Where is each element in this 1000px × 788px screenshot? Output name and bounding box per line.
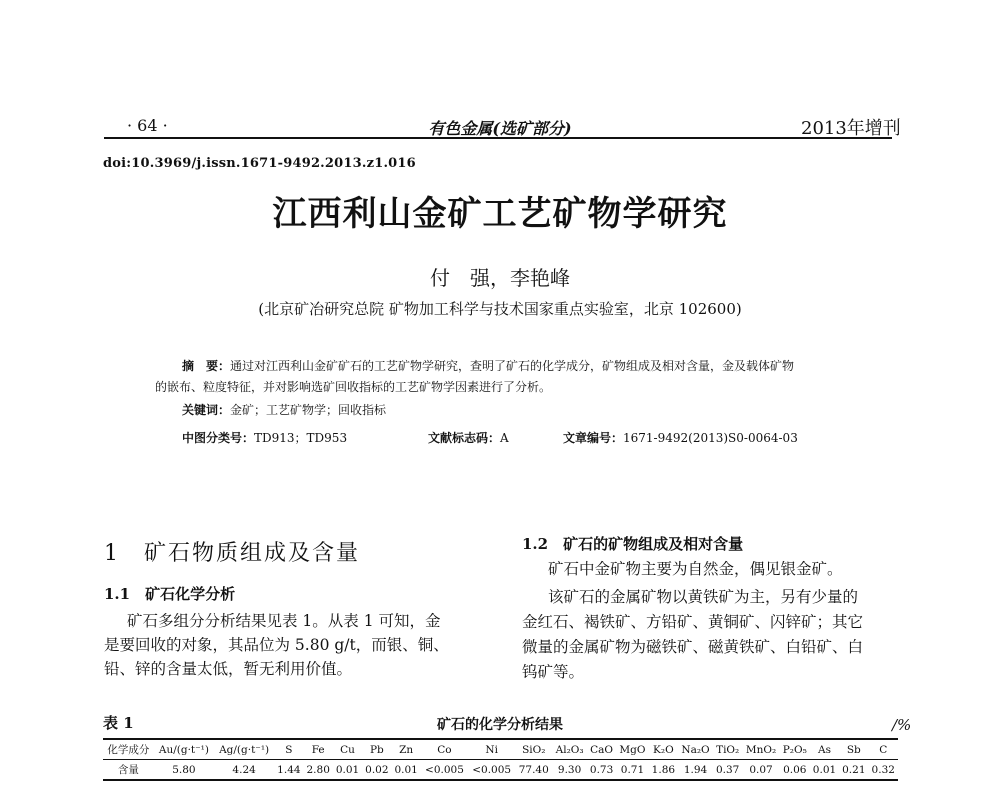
table-cell: 0.01: [810, 760, 839, 781]
paper-title: 江西利山金矿工艺矿物学研究: [272, 194, 728, 234]
section-1-1-heading: 1.1 矿石化学分析: [104, 585, 236, 603]
table-header-cell: TiO₂: [713, 739, 742, 760]
table-cell: 9.30: [552, 760, 587, 781]
table-unit: /%: [892, 716, 912, 734]
table-header-cell: Zn: [392, 739, 421, 760]
table-header-cell: Sb: [839, 739, 868, 760]
abstract-text-1: 通过对江西利山金矿矿石的工艺矿物学研究，查明了矿石的化学成分，矿物组成及相对含量，金及载体矿物: [230, 359, 795, 373]
abstract-line-1: [182, 356, 794, 376]
table-header-cell: S: [274, 739, 303, 760]
table-header-cell: SiO₂: [515, 739, 552, 760]
abstract-text-2: 的嵌布、粒度特征，并对影响选矿回收指标的工艺矿物学因素进行了分析。: [155, 380, 552, 394]
affiliation: (北京矿冶研究总院 矿物加工科学与技术国家重点实验室，北京 102600): [258, 300, 742, 318]
chemical-analysis-table: [103, 738, 898, 781]
table-header-cell: C: [868, 739, 898, 760]
section-1-2-line-4: 微量的金属矿物为磁铁矿、磁黄铁矿、白铅矿、白: [522, 638, 864, 656]
table-header-cell: Na₂O: [678, 739, 713, 760]
section-1-2-line-2: 该矿石的金属矿物以黄铁矿为主，另有少量的: [548, 588, 859, 606]
article-no-value: 1671-9492(2013)S0-0064-03: [623, 431, 798, 445]
section-1-1-line-3: 铅、锌的含量太低，暂无利用价值。: [104, 660, 353, 678]
table-header-cell: Co: [421, 739, 468, 760]
table-title: 矿石的化学分析结果: [437, 717, 563, 733]
doi: doi:10.3969/j.issn.1671-9492.2013.z1.016: [103, 156, 416, 171]
table-cell: 0.73: [587, 760, 616, 781]
article-no-label: 文章编号：: [563, 431, 624, 445]
table-cell: <0.005: [421, 760, 468, 781]
doc-code: [428, 428, 509, 448]
doc-code-value: A: [500, 431, 509, 445]
issue-label: 2013年增刊: [801, 118, 901, 139]
header-rule: [104, 137, 892, 139]
section-1-2-line-3: 金红石、褐铁矿、方铅矿、黄铜矿、闪锌矿；其它: [522, 613, 864, 631]
table-cell: 0.01: [333, 760, 362, 781]
section-1-2-line-1: 矿石中金矿物主要为自然金，偶见银金矿。: [548, 560, 843, 578]
table-cell: 0.01: [392, 760, 421, 781]
table-header-cell: MgO: [616, 739, 648, 760]
keywords-text: 金矿；工艺矿物学；回收指标: [230, 403, 387, 417]
table-cell: 0.32: [868, 760, 898, 781]
table-header-cell: CaO: [587, 739, 616, 760]
table-cell: 5.80: [154, 760, 214, 781]
abstract-label: 摘 要：: [182, 359, 231, 373]
table-cell: 1.94: [678, 760, 713, 781]
table-header-cell: Al₂O₃: [552, 739, 587, 760]
article-number: [563, 428, 798, 448]
table-header-row: [103, 739, 898, 760]
table-header-cell: Cu: [333, 739, 362, 760]
clc-value: TD913；TD953: [254, 431, 348, 445]
table-cell: 含量: [103, 760, 154, 781]
table-label: 表 1: [103, 714, 134, 732]
table-header-cell: MnO₂: [742, 739, 779, 760]
keywords-label: 关键词：: [182, 403, 231, 417]
section-1-heading: 1 矿石物质组成及含量: [104, 541, 360, 566]
table-cell: 0.37: [713, 760, 742, 781]
table-cell: 0.21: [839, 760, 868, 781]
table-cell: 0.71: [616, 760, 648, 781]
clc-number: [182, 428, 347, 448]
table-header-cell: As: [810, 739, 839, 760]
table-cell: 2.80: [304, 760, 333, 781]
table-cell: 0.06: [780, 760, 810, 781]
table-header-cell: Ni: [468, 739, 515, 760]
table-cell: 1.44: [274, 760, 303, 781]
clc-label: 中图分类号：: [182, 431, 255, 445]
section-1-1-line-2: 是要回收的对象，其品位为 5.80 g/t，而银、铜、: [104, 636, 449, 654]
authors: 付 强，李艳峰: [430, 266, 570, 290]
table-cell: <0.005: [468, 760, 515, 781]
section-1-2-heading: 1.2 矿石的矿物组成及相对含量: [522, 535, 744, 553]
table-header-cell: Ag/(g·t⁻¹): [214, 739, 274, 760]
table-cell: 77.40: [515, 760, 552, 781]
table-cell: 4.24: [214, 760, 274, 781]
table-row: [103, 760, 898, 781]
keywords: [182, 400, 386, 420]
table-header-cell: Au/(g·t⁻¹): [154, 739, 214, 760]
table-header-cell: K₂O: [649, 739, 678, 760]
table-header-cell: P₂O₅: [780, 739, 810, 760]
table-header-cell: Pb: [362, 739, 391, 760]
page-number: · 64 ·: [127, 116, 168, 135]
table-cell: 0.02: [362, 760, 391, 781]
table-cell: 0.07: [742, 760, 779, 781]
journal-name: 有色金属(选矿部分): [428, 119, 572, 138]
doc-code-label: 文献标志码：: [428, 431, 501, 445]
section-1-1-line-1: 矿石多组分分析结果见表 1。从表 1 可知，金: [127, 612, 441, 630]
section-1-2-line-5: 钨矿等。: [522, 663, 585, 681]
table-header-cell: 化学成分: [103, 739, 154, 760]
table-cell: 1.86: [649, 760, 678, 781]
table-header-cell: Fe: [304, 739, 333, 760]
